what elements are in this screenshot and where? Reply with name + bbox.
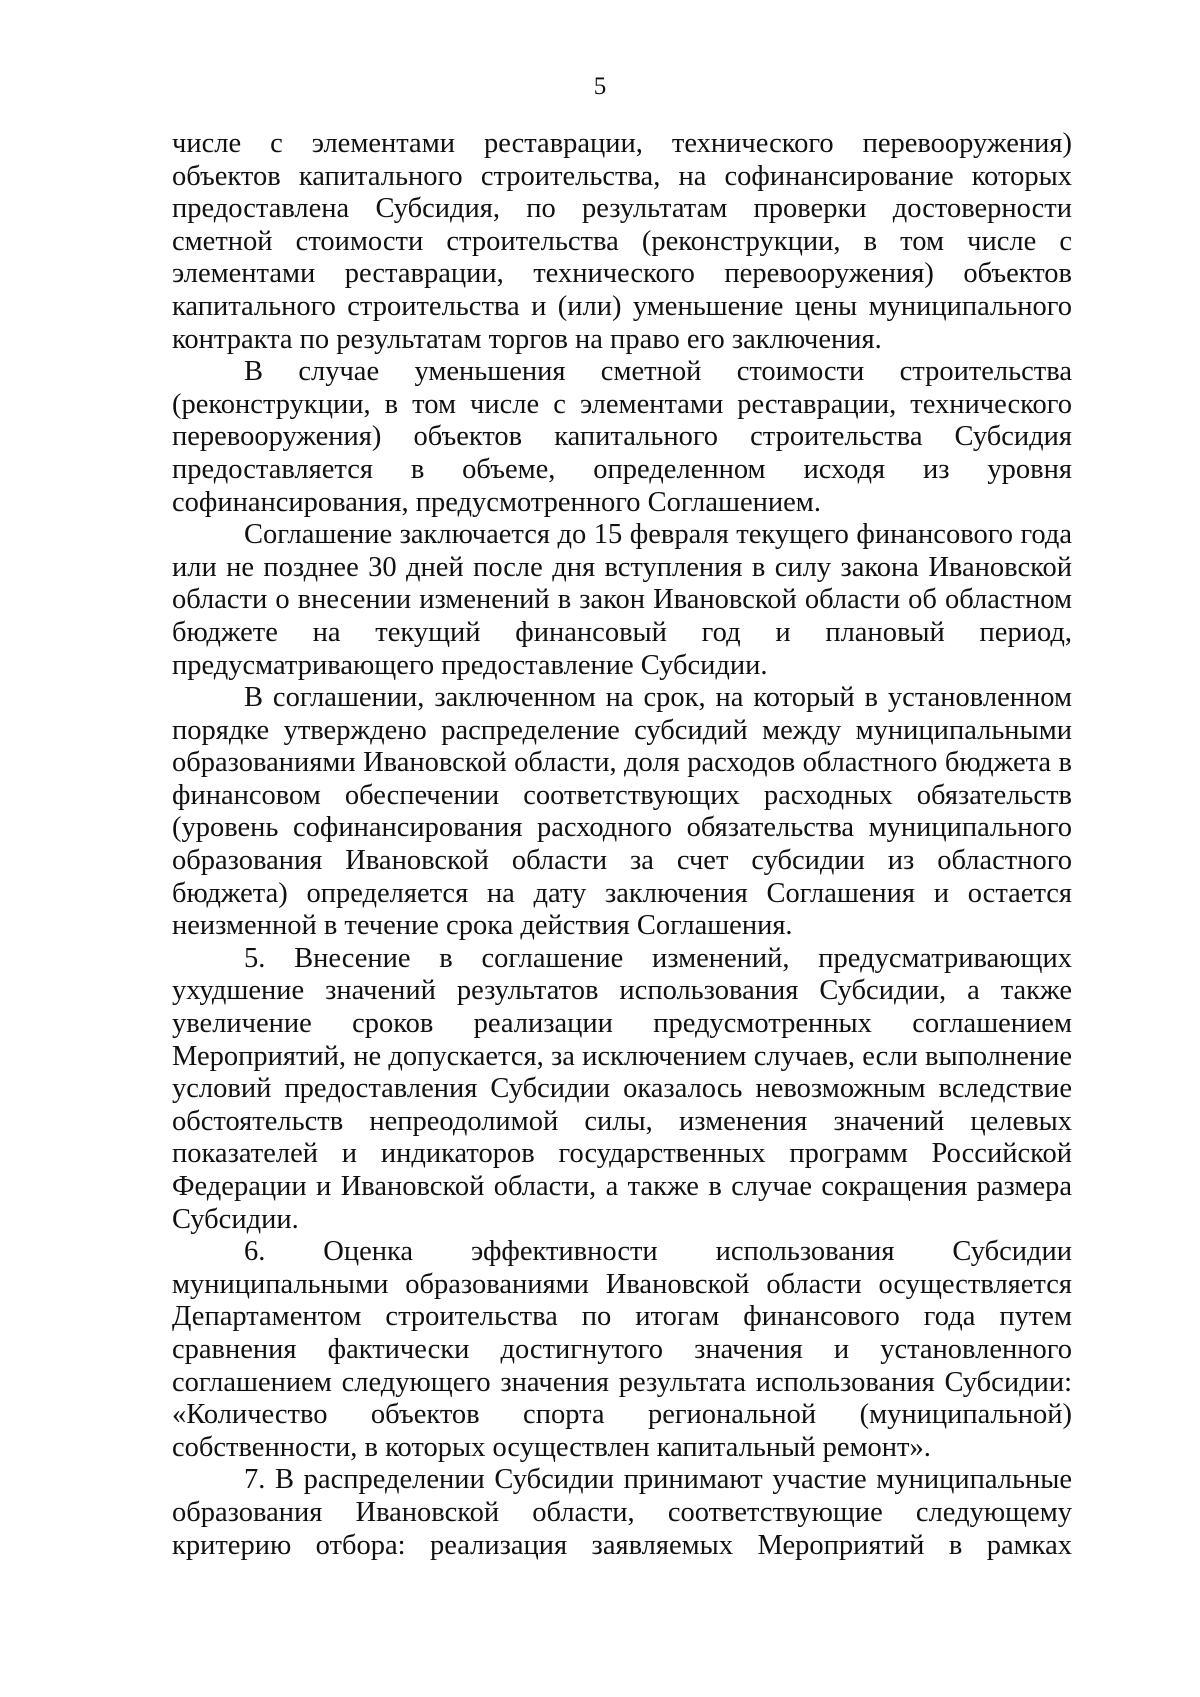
paragraph-section-6: 6. Оценка эффективности использования Субсидии муниципальными образованиями Ивановской области осуществляется Департаментом строительства по итогам финансового года путем сравнения фактически достигнутого значения и установленного соглашением следующего значения результата использования Субсидии: «Количество объектов спорта региональной (муниципальной) собственности, в которых осуществлен капитальный ремонт».	[172, 1236, 1072, 1463]
paragraph-section-5: 5. Внесение в соглашение изменений, предусматривающих ухудшение значений результатов использования Субсидии, а также увеличение сроков реализации предусмотренных соглашением Мероприятий, не допускается, за исключением случаев, если выполнение условий предоставления Субсидии оказалось невозможным вследствие обстоятельств непреодолимой силы, изменения значений целевых показателей и индикаторов государственных программ Российской Федерации и Ивановской области, а также в случае сокращения размера Субсидии.	[172, 942, 1072, 1235]
document-body	[172, 128, 1072, 1562]
paragraph-agreement-deadline: Соглашение заключается до 15 февраля текущего финансового года или не позднее 30 дней после дня вступления в силу закона Ивановской области о внесении изменений в закон Ивановской области об областном бюджете на текущий финансовый год и плановый период, предусматривающего предоставление Субсидии.	[172, 519, 1072, 681]
page-number: 5	[593, 73, 607, 100]
paragraph-continuation: числе с элементами реставрации, технического перевооружения) объектов капитального строительства, на софинансирование которых предоставлена Субсидия, по результатам проверки достоверности сметной стоимости строительства (реконструкции, в том числе с элементами реставрации, технического перевооружения) объектов капитального строительства и (или) уменьшение цены муниципального контракта по результатам торгов на право его заключения.	[172, 128, 1072, 355]
paragraph-section-7: 7. В распределении Субсидии принимают участие муниципальные образования Ивановской области, соответствующие следующему критерию отбора: реализация заявляемых Мероприятий в рамках	[172, 1464, 1072, 1561]
paragraph-estimate-reduction: В случае уменьшения сметной стоимости строительства (реконструкции, в том числе с элементами реставрации, технического перевооружения) объектов капитального строительства Субсидия предоставляется в объеме, определенном исходя из уровня софинансирования, предусмотренного Соглашением.	[172, 356, 1072, 518]
paragraph-cofinancing-level: В соглашении, заключенном на срок, на который в установленном порядке утверждено распределение субсидий между муниципальными образованиями Ивановской области, доля расходов областного бюджета в финансовом обеспечении соответствующих расходных обязательств (уровень софинансирования расходного обязательства муниципального образования Ивановской области за счет субсидии из областного бюджета) определяется на дату заключения Соглашения и остается неизменной в течение срока действия Соглашения.	[172, 682, 1072, 942]
